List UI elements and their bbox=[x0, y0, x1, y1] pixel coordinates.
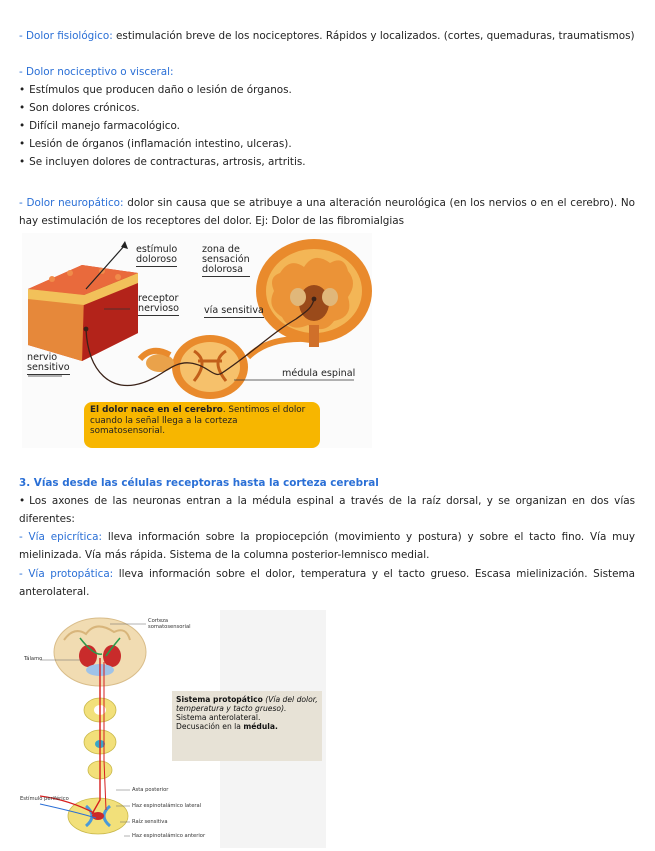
list-item: • Se incluyen dolores de contracturas, artrosis, artritis. bbox=[19, 153, 635, 171]
axons-bullet-text: • Los axones de las neuronas entran a la médula espinal a través de la raíz dorsal, y se organizan en dos vías diferentes: bbox=[19, 495, 635, 525]
list-item: • Lesión de órganos (inflamación intestino, ulceras). bbox=[19, 135, 635, 153]
physiological-pain-paragraph bbox=[19, 27, 635, 45]
note-line-2: Sistema anterolateral. bbox=[176, 713, 261, 722]
section-3-heading bbox=[19, 474, 635, 492]
section-3-title: 3. Vías desde las células receptoras hasta la corteza cerebral bbox=[19, 477, 379, 489]
protopathic-label: - Vía protopática: bbox=[19, 568, 114, 580]
epicritic-label: - Vía epicrítica: bbox=[19, 531, 103, 543]
list-item: • Difícil manejo farmacológico. bbox=[19, 117, 635, 135]
label-anterior-spinothalamic: Haz espinotalámico anterior bbox=[132, 833, 206, 839]
protopathic-system-figure bbox=[20, 610, 326, 848]
label-posterior-horn: Asta posterior bbox=[132, 787, 169, 793]
physiological-pain-label: - Dolor fisiológico: bbox=[19, 30, 113, 42]
epicritic-text: lleva información sobre la propiocepción (movimiento y postura) y sobre el tacto fino. Vía muy mielinizada. Vía más rápida. Sistema de la columna posterior-lemnisco medial. bbox=[19, 531, 635, 561]
protopathic-text: lleva información sobre el dolor, temperatura y el tacto grueso. Escasa mielinización. Sistema anterolateral. bbox=[19, 568, 635, 598]
label-sensory-pathway: vía sensitiva bbox=[204, 305, 264, 316]
label-spinal-cord: médula espinal bbox=[282, 368, 356, 379]
epicritic-paragraph bbox=[19, 528, 635, 564]
neuropathic-pain-text: dolor sin causa que se atribuye a una alteración neurológica (en los nervios o en el cerebro). No hay estimulación de los receptores del dolor. Ej: Dolor de las fibromialgias bbox=[19, 197, 635, 227]
protopathic-paragraph bbox=[19, 565, 635, 601]
label-thalamus: Tálamo bbox=[24, 656, 43, 662]
label-nerve-receptor: receptor nervioso bbox=[138, 293, 180, 314]
list-item: • Estímulos que producen daño o lesión de órganos. bbox=[19, 81, 635, 99]
neuropathic-pain-paragraph bbox=[19, 194, 635, 230]
neuropathic-pain-label: - Dolor neuropático: bbox=[19, 197, 124, 209]
brain-pain-note bbox=[84, 402, 320, 448]
nociceptive-pain-section bbox=[19, 63, 635, 171]
list-item: • Son dolores crónicos. bbox=[19, 99, 635, 117]
label-sensation-zone: zona de sensación dolorosa bbox=[202, 244, 250, 275]
note-line-3: Decusación en la bbox=[176, 722, 244, 731]
label-sensory-nerve: nervio sensitivo bbox=[27, 352, 70, 373]
note-text: . Sentimos el dolor cuando la señal llega a la corteza somatosensorial. bbox=[90, 405, 306, 436]
note-bold-text: El dolor nace en el cerebro bbox=[90, 405, 223, 415]
physiological-pain-text: estimulación breve de los nociceptores. Rápidos y localizados. (cortes, quemaduras, traumatismos) bbox=[112, 30, 635, 42]
nociceptive-pain-label: - Dolor nociceptivo o visceral: bbox=[19, 66, 174, 78]
label-sensory-root: Raíz sensitiva bbox=[132, 819, 168, 825]
note-title: Sistema protopático bbox=[176, 695, 263, 704]
protopathic-system-note bbox=[172, 691, 322, 761]
label-somatosensory-cortex: Corteza somatosensorial bbox=[148, 618, 191, 630]
label-stimulus: estímulo doloroso bbox=[136, 244, 178, 265]
note-italic: (Vía del dolor, temperatura y tacto grueso). bbox=[176, 695, 318, 713]
section-3-bullet bbox=[19, 492, 635, 528]
pain-pathway-figure bbox=[22, 233, 372, 448]
label-lateral-spinothalamic: Haz espinotalámico lateral bbox=[132, 803, 202, 809]
label-peripheral-stimulus: Estímulo periférico bbox=[20, 796, 69, 802]
note-line-3-bold: médula. bbox=[243, 722, 278, 731]
